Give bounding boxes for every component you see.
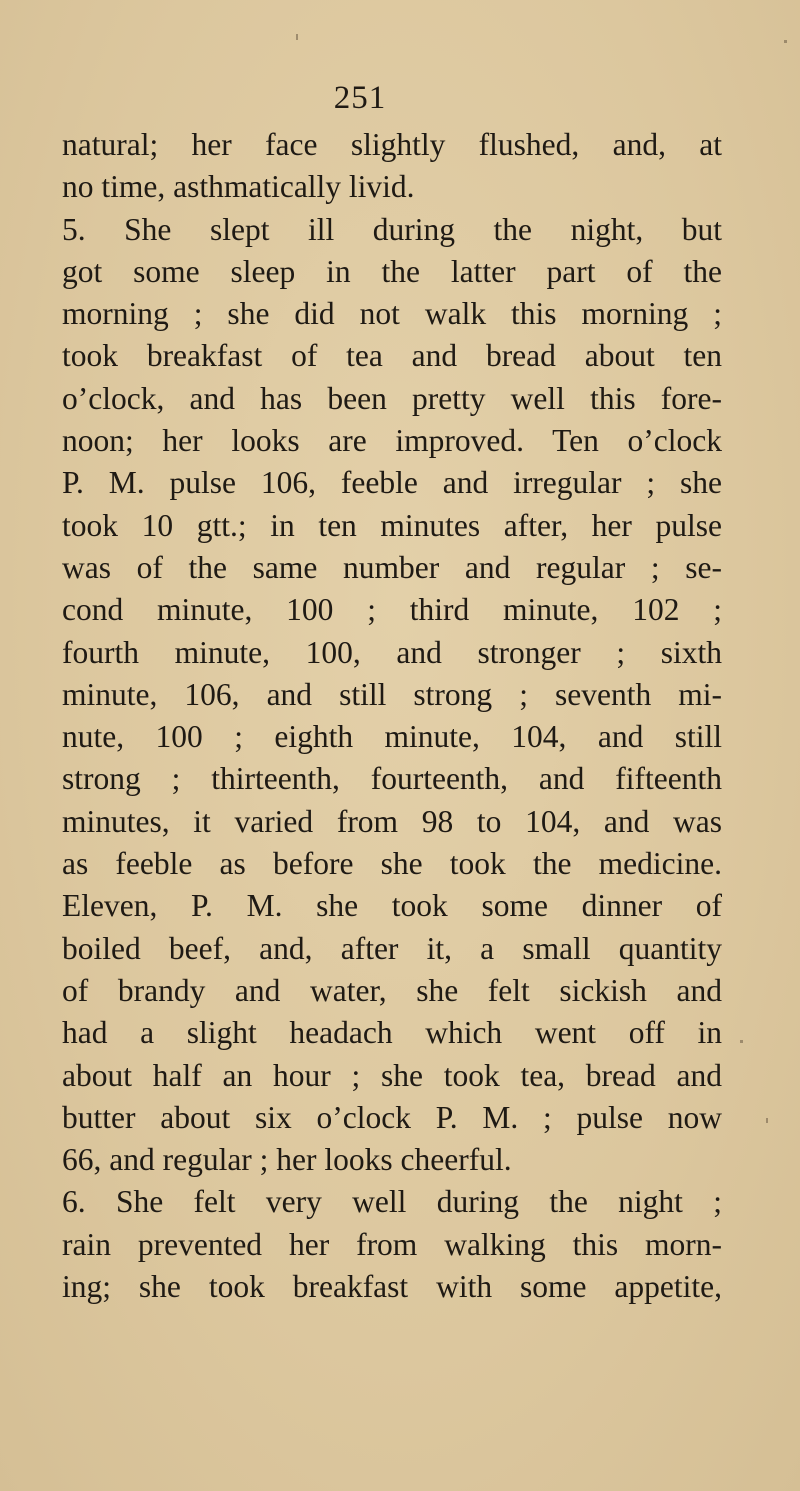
- text-line: strong ; thirteenth, fourteenth, and fifteenth: [62, 761, 722, 797]
- text-line: minutes, it varied from 98 to 104, and was: [62, 803, 722, 839]
- text-line: morning ; she did not walk this morning ;: [62, 296, 722, 332]
- text-line: 66, and regular ; her looks cheerful.: [62, 1142, 512, 1178]
- text-line: about half an hour ; she took tea, bread and: [62, 1057, 722, 1093]
- text-line: no time, asthmatically livid.: [62, 169, 415, 205]
- text-line: ing; she took breakfast with some appetite,: [62, 1269, 722, 1305]
- text-line: had a slight headach which went off in: [62, 1015, 722, 1051]
- text-line: fourth minute, 100, and stronger ; sixth: [62, 634, 722, 670]
- page-number: 251: [333, 80, 387, 116]
- text-line: 6. She felt very well during the night ;: [62, 1184, 722, 1220]
- text-line: was of the same number and regular ; se-: [62, 549, 722, 585]
- text-line: 5. She slept ill during the night, but: [62, 211, 722, 247]
- paper-speck: [784, 40, 787, 43]
- text-line: P. M. pulse 106, feeble and irregular ; she: [62, 465, 722, 501]
- paper-speck: [766, 1118, 768, 1123]
- text-line: took 10 gtt.; in ten minutes after, her pulse: [62, 507, 722, 543]
- text-line: got some sleep in the latter part of the: [62, 253, 722, 289]
- text-line: as feeble as before she took the medicine.: [62, 846, 722, 882]
- text-line: natural; her face slightly flushed, and, at: [62, 127, 722, 162]
- text-line: butter about six o’clock P. M. ; pulse now: [62, 1099, 722, 1135]
- text-line: boiled beef, and, after it, a small quantity: [62, 930, 722, 966]
- text-line: rain prevented her from walking this morn-: [62, 1226, 722, 1262]
- text-line: minute, 106, and still strong ; seventh mi-: [62, 676, 722, 712]
- text-line: Eleven, P. M. she took some dinner of: [62, 888, 722, 924]
- text-line: nute, 100 ; eighth minute, 104, and still: [62, 719, 722, 755]
- body-text: [62, 124, 722, 1308]
- text-line: cond minute, 100 ; third minute, 102 ;: [62, 592, 722, 628]
- text-line: noon; her looks are improved. Ten o’clock: [62, 423, 722, 459]
- text-line: of brandy and water, she felt sickish and: [62, 972, 722, 1008]
- paper-speck: [296, 34, 298, 40]
- text-line: o’clock, and has been pretty well this fore-: [62, 380, 722, 416]
- text-line: took breakfast of tea and bread about ten: [62, 338, 722, 374]
- paper-speck: [740, 1040, 743, 1043]
